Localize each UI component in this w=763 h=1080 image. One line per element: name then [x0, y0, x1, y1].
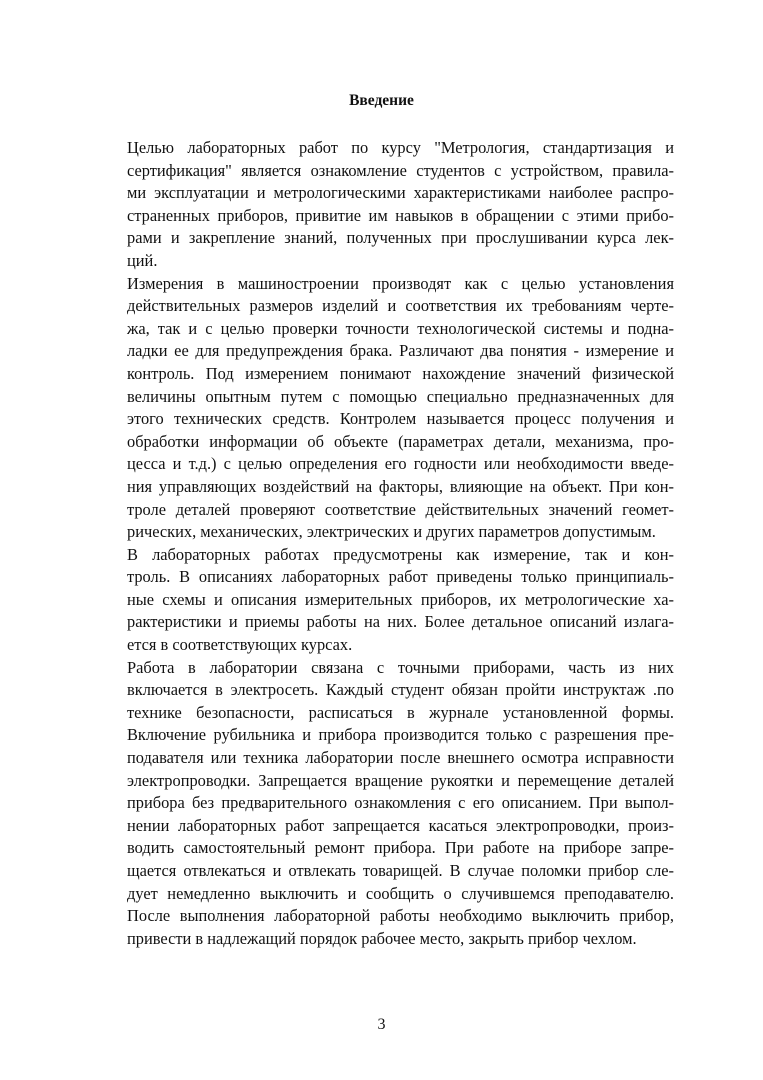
text-line: рических, механических, электрических и других параметров допустимым. [127, 522, 656, 542]
page-title: Введение [349, 92, 414, 109]
text-line: Целью лабораторных работ по курсу "Метрология, стандартизация и [127, 138, 674, 157]
text-line: цесса и т.д.) с целью определения его годности или необходимости введе- [127, 454, 674, 474]
text-line: ется в соответствующих курсах. [127, 635, 353, 655]
paragraph-1 [90, 137, 674, 273]
text-line: нении лабораторных работ запрещается касаться электропроводки, произ- [127, 815, 674, 835]
text-line: включается в электросеть. Каждый студент обязан пройти инструктаж .по [127, 680, 674, 700]
text-line: ладки ее для предупреждения брака. Различают два понятия - измерение и [127, 341, 674, 361]
text-line: привести в надлежащий порядок рабочее место, закрыть прибор чехлом. [127, 928, 637, 948]
text-line: ные схемы и описания измерительных приборов, их метрологические ха- [127, 589, 674, 609]
text-line: страненных приборов, привитие им навыков в обращении с этими прибо- [127, 205, 674, 225]
text-line: рактеристики и приемы работы на них. Более детальное описаний излага- [127, 612, 674, 632]
text-line: Измерения в машиностроении производят как с целью установления [127, 273, 674, 293]
text-line: дует немедленно выключить и сообщить о случившемся преподавателю. [127, 883, 674, 903]
paragraph-2 [90, 273, 674, 544]
page-number: 3 [377, 1016, 386, 1033]
text-line: ций. [127, 250, 158, 270]
text-line: троль. В описаниях лабораторных работ приведены только принципиаль- [127, 567, 674, 587]
text-line: троле деталей проверяют соответствие действительных значений геомет- [127, 499, 674, 519]
text-line: действительных размеров изделий и соответствия их требованиям черте- [127, 296, 674, 316]
text-line: контроль. Под измерением понимают нахождение значений физической [127, 363, 674, 383]
text-line: щается отвлекаться и отвлекать товарищей. В случае поломки прибор сле- [127, 861, 674, 880]
paragraph-4 [90, 657, 674, 951]
text-line: водить самостоятельный ремонт прибора. При работе на приборе запре- [127, 838, 674, 858]
text-line: ми эксплуатации и метрологическими характеристиками наиболее распро- [127, 183, 674, 203]
paragraph-3 [90, 544, 674, 657]
text-line: Включение рубильника и прибора производится только с разрешения пре- [127, 725, 674, 745]
text-line: электропроводки. Запрещается вращение рукоятки и перемещение деталей [127, 770, 674, 790]
text-line: величины опытным путем с помощью специально предназначенных для [127, 386, 674, 406]
text-line: прибора без предварительного ознакомления с его описанием. При выпол- [127, 793, 674, 813]
text-line: подавателя или техника лаборатории после внешнего осмотра исправности [127, 748, 674, 768]
text-line: Работа в лаборатории связана с точными приборами, часть из них [127, 657, 674, 677]
text-line: обработки информации об объекте (параметрах детали, механизма, про- [127, 431, 674, 451]
text-line: В лабораторных работах предусмотрены как измерение, так и кон- [127, 544, 674, 564]
text-line: сертификация" является ознакомление студентов с устройством, правила- [127, 160, 674, 180]
text-line: технике безопасности, расписаться в журнале установленной формы. [127, 702, 674, 722]
text-line: этого технических средств. Контролем называется процесс получения и [127, 409, 674, 429]
text-line: рами и закрепление знаний, полученных при прослушивании курса лек- [127, 228, 674, 248]
text-line: ния управляющих воздействий на факторы, влияющие на объект. При кон- [127, 476, 674, 496]
text-line: После выполнения лабораторной работы необходимо выключить прибор, [127, 906, 674, 926]
body-text [90, 137, 674, 950]
text-line: жа, так и с целью проверки точности технологической системы и подна- [127, 318, 674, 338]
